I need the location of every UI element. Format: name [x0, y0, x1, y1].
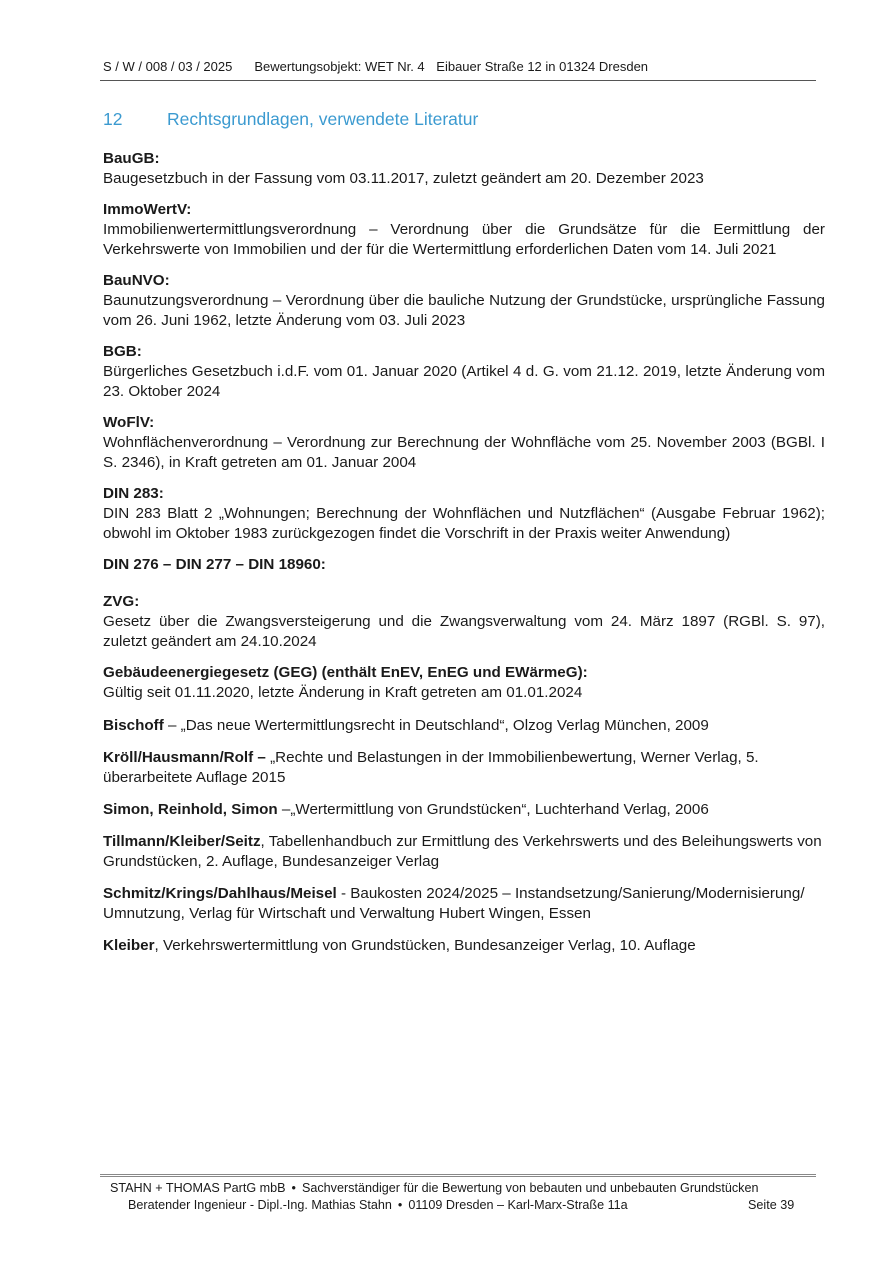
object-name: WET Nr. 4 [364, 59, 425, 74]
page-header [103, 59, 815, 74]
literature-text: - Baukosten 2024/2025 – Instandsetzung/Sanierung/Modernisierung/ Umnutzung, Verlag für Wirtschaft und Verwaltung Hubert Wingen, Essen [103, 885, 805, 922]
page-number: Seite 39 [748, 1198, 795, 1212]
literature-text: – „Das neue Wertermittlungsrecht in Deutschland“, Olzog Verlag München, 2009 [163, 717, 709, 734]
literature-item [103, 800, 825, 820]
literature-item [103, 832, 825, 872]
section-title: Rechtsgrundlagen, verwendete Literatur [167, 109, 479, 129]
legal-entry [103, 149, 825, 189]
literature-item [103, 936, 825, 956]
literature-author: Bischoff [103, 717, 164, 734]
footer-line-1 [110, 1180, 820, 1197]
entry-heading: DIN 276 – DIN 277 – DIN 18960: [103, 556, 326, 573]
literature-item [103, 716, 825, 736]
entry-text: Baugesetzbuch in der Fassung vom 03.11.2017, zuletzt geändert am 20. Dezember 2023 [103, 170, 704, 187]
entry-heading: DIN 283: [103, 485, 164, 502]
literature-item [103, 884, 825, 924]
entry-text: Baunutzungsverordnung – Verordnung über die bauliche Nutzung der Grundstücke, ursprüngliche Fassung vom 26. Juni 1962, letzte Änderung vom 03. Juli 2023 [103, 292, 825, 329]
footer-separator: • [291, 1181, 296, 1195]
section-heading [103, 109, 478, 130]
literature-author: Kleiber [103, 937, 155, 954]
entry-heading: ImmoWertV: [103, 201, 192, 218]
footer-company: STAHN + THOMAS PartG mbB [110, 1181, 286, 1195]
entry-text: Wohnflächenverordnung – Verordnung zur Berechnung der Wohnfläche vom 25. November 2003 (BGBl. I S. 2346), in Kraft getreten am 01. Januar 2004 [103, 434, 825, 471]
literature-text: „Rechte und Belastungen in der Immobilienbewertung, Werner Verlag, 5. überarbeitete Auflage 2015 [103, 749, 759, 786]
literature-text: , Tabellenhandbuch zur Ermittlung des Verkehrswerts und des Beleihungswerts von Grundstücken, 2. Auflage, Bundesanzeiger Verlag [103, 833, 822, 870]
literature-author: Schmitz/Krings/Dahlhaus/Meisel [103, 885, 337, 902]
entry-heading: ZVG: [103, 593, 140, 610]
page-footer [110, 1180, 820, 1214]
literature-author: Kröll/Hausmann/Rolf – [103, 749, 266, 766]
document-reference: S / W / 008 / 03 / 2025 [103, 59, 233, 74]
footer-tagline: Sachverständiger für die Bewertung von bebauten und unbebauten Grundstücken [301, 1181, 759, 1195]
legal-entry [103, 413, 825, 473]
footer-address: 01109 Dresden – Karl-Marx-Straße 11a [408, 1198, 628, 1212]
entry-text: DIN 283 Blatt 2 „Wohnungen; Berechnung der Wohnflächen und Nutzflächen“ (Ausgabe Februar 1962); obwohl im Oktober 1983 zurückgezogen findet die Vorschrift in der Praxis weiter Anwendung) [103, 505, 825, 542]
legal-entry [103, 555, 825, 575]
literature-item [103, 748, 825, 788]
entry-heading: BGB: [103, 343, 142, 360]
object-label: Bewertungsobjekt: [254, 59, 362, 74]
header-divider [100, 80, 816, 81]
legal-entry [103, 342, 825, 402]
footer-divider [100, 1176, 816, 1177]
object-address: Eibauer Straße 12 in 01324 Dresden [436, 59, 649, 74]
entry-text: Bürgerliches Gesetzbuch i.d.F. vom 01. Januar 2020 (Artikel 4 d. G. vom 21.12. 2019, letzte Änderung vom 23. Oktober 2024 [103, 363, 825, 400]
footer-separator: • [397, 1198, 403, 1212]
entry-heading: BauGB: [103, 150, 160, 167]
footer-line-2 [110, 1197, 820, 1214]
section-number: 12 [103, 109, 123, 129]
entry-heading: BauNVO: [103, 272, 170, 289]
entry-heading: Gebäudeenergiegesetz (GEG) (enthält EnEV, EnEG und EWärmeG): [103, 664, 588, 681]
literature-author: Tillmann/Kleiber/Seitz [103, 833, 261, 850]
entry-text: Gültig seit 01.11.2020, letzte Änderung in Kraft getreten am 01.01.2024 [103, 684, 583, 701]
entry-text: Gesetz über die Zwangsversteigerung und die Zwangsverwaltung vom 24. März 1897 (RGBl. S. 97), zuletzt geändert am 24.10.2024 [103, 613, 825, 650]
literature-author: Simon, Reinhold, Simon [103, 801, 278, 818]
footer-divider [100, 1174, 816, 1175]
literature-text: –„Wertermittlung von Grundstücken“, Luchterhand Verlag, 2006 [277, 801, 709, 818]
footer-engineer: Beratender Ingenieur - Dipl.-Ing. Mathias Stahn [128, 1198, 392, 1212]
legal-entry [103, 271, 825, 331]
document-body [103, 149, 825, 968]
literature-text: , Verkehrswertermittlung von Grundstücken, Bundesanzeiger Verlag, 10. Auflage [154, 937, 696, 954]
legal-entry [103, 592, 825, 652]
entry-text: Immobilienwertermittlungsverordnung – Verordnung über die Grundsätze für die Eermittlung der Verkehrswerte von Immobilien und der für die Wertermittlung erforderlichen Daten vom 14. Juli 2021 [103, 221, 825, 258]
legal-entry [103, 663, 825, 703]
legal-entry [103, 484, 825, 544]
entry-heading: WoFlV: [103, 414, 155, 431]
legal-entry [103, 200, 825, 260]
